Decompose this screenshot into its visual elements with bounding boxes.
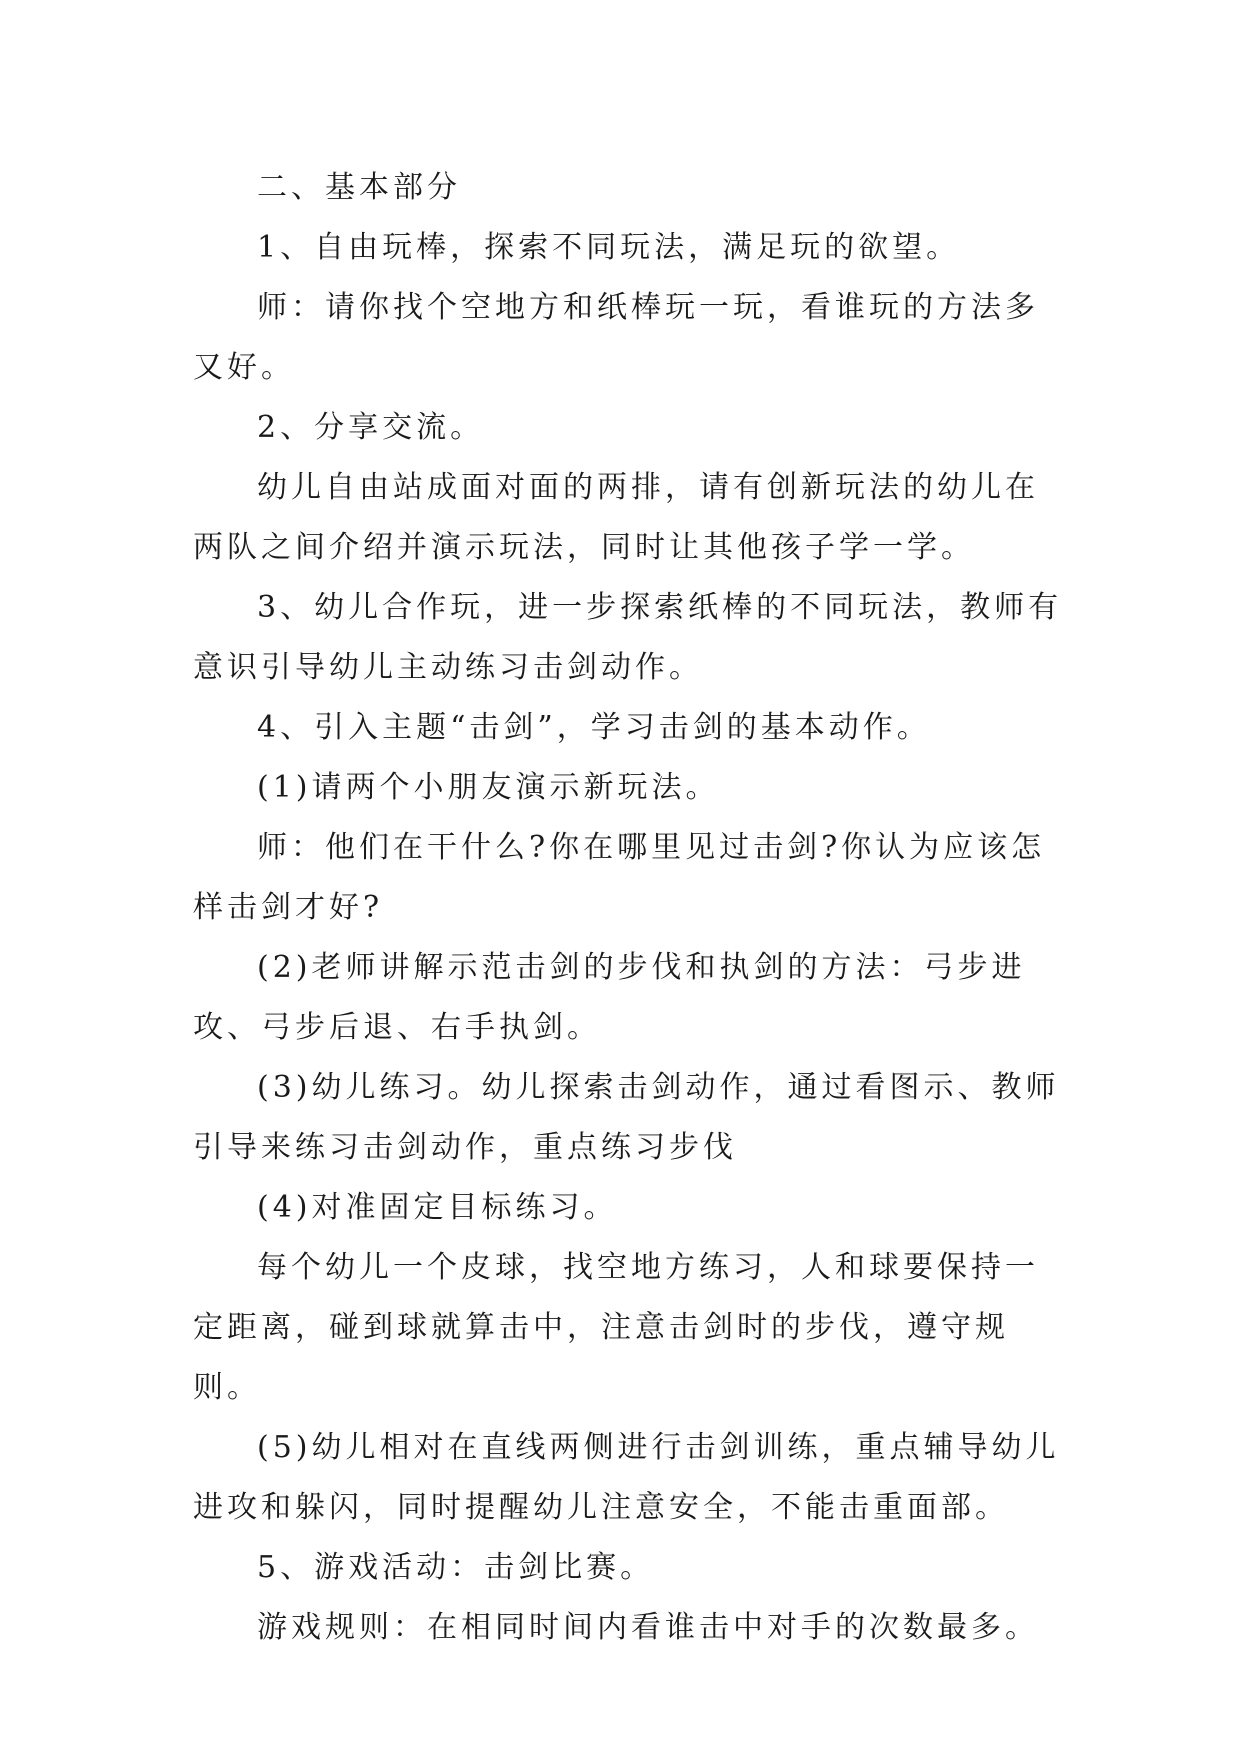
paragraph-teacher-question: 师：他们在干什么?你在哪里见过击剑?你认为应该怎样击剑才好? [193,830,1046,925]
paragraph-ball-practice: 每个幼儿一个皮球，找空地方练习，人和球要保持一定距离，碰到球就算击中，注意击剑时的步伐，遵守规则。 [193,1250,1039,1405]
paragraph-step-2: 2、分享交流。 [257,410,485,445]
paragraph-substep-1: (1)请两个小朋友演示新玩法。 [257,770,720,805]
paragraph-substep-3: (3)幼儿练习。幼儿探索击剑动作，通过看图示、教师引导来练习击剑动作，重点练习步伐 [193,1070,1060,1165]
paragraph-substep-5: (5)幼儿相对在直线两侧进行击剑训练，重点辅导幼儿进攻和躲闪，同时提醒幼儿注意安全，不能击重面部。 [193,1430,1060,1525]
paragraph-step-3: 3、幼儿合作玩，进一步探索纸棒的不同玩法，教师有意识引导幼儿主动练习击剑动作。 [193,590,1063,685]
document-body [193,158,1063,1658]
paragraph-substep-4: (4)对准固定目标练习。 [257,1190,618,1225]
paragraph-step-1: 1、自由玩棒，探索不同玩法，满足玩的欲望。 [257,230,961,265]
paragraph-game-rules: 游戏规则：在相同时间内看谁击中对手的次数最多。 [257,1610,1039,1645]
paragraph-step-4: 4、引入主题“击剑”，学习击剑的基本动作。 [257,710,931,745]
paragraph-substep-2: (2)老师讲解示范击剑的步伐和执剑的方法：弓步进攻、弓步后退、右手执剑。 [193,950,1026,1045]
paragraph-teacher-instruction-1: 师：请你找个空地方和纸棒玩一玩，看谁玩的方法多又好。 [193,290,1039,385]
paragraph-step-5: 5、游戏活动：击剑比赛。 [257,1550,655,1585]
paragraph-sharing-description: 幼儿自由站成面对面的两排，请有创新玩法的幼儿在两队之间介绍并演示玩法，同时让其他孩子学一学。 [193,470,1039,565]
section-heading-basic-part: 二、基本部分 [257,170,461,205]
